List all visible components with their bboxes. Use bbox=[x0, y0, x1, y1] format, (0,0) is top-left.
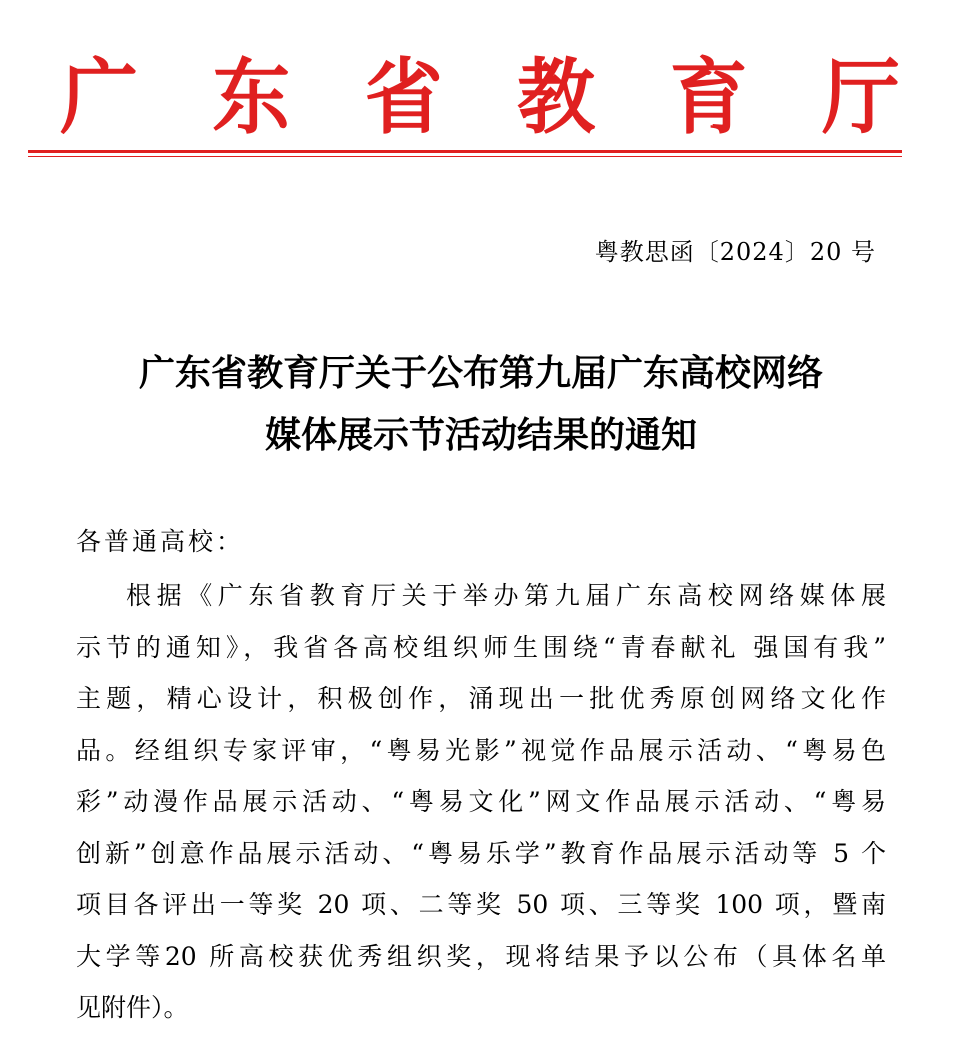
letterhead-char: 广 bbox=[60, 49, 139, 146]
letterhead-char: 厅 bbox=[821, 49, 900, 146]
title-line-2: 媒体展示节活动结果的通知 bbox=[264, 414, 697, 456]
body-line: 创新”创意作品展示活动、“粤易乐学”教育作品展示活动等 5 个 bbox=[76, 838, 886, 868]
body-line: 品。经组织专家评审，“粤易光影”视觉作品展示活动、“粤易色 bbox=[76, 735, 886, 765]
body-line: 见附件）。 bbox=[76, 993, 189, 1022]
title-line-1: 广东省教育厅关于公布第九届广东高校网络 bbox=[138, 352, 823, 394]
body-line: 示节的通知》，我省各高校组织师生围绕“青春献礼 强国有我” bbox=[76, 632, 886, 662]
letterhead-char: 省 bbox=[364, 49, 443, 146]
body-line: 项目各评出一等奖 20 项、二等奖 50 项、三等奖 100 项，暨南 bbox=[76, 890, 886, 919]
body-paragraph bbox=[76, 570, 886, 1034]
body-line: 主题，精心设计，积极创作，涌现出一批优秀原创网络文化作 bbox=[76, 684, 886, 713]
body-line: 彩”动漫作品展示活动、“粤易文化”网文作品展示活动、“粤易 bbox=[76, 787, 886, 816]
letterhead-divider-thin bbox=[28, 156, 902, 157]
letterhead-char: 东 bbox=[212, 49, 291, 146]
letterhead-char: 教 bbox=[517, 49, 596, 146]
salutation: 各普通高校： bbox=[76, 527, 245, 556]
document-title bbox=[0, 342, 962, 466]
letterhead-divider-thick bbox=[28, 150, 902, 153]
document-number: 粤教思函〔2024〕20 号 bbox=[594, 238, 876, 266]
body-line: 根据《广东省教育厅关于举办第九届广东高校网络媒体展 bbox=[126, 581, 886, 610]
letterhead bbox=[60, 48, 900, 148]
letterhead-char: 育 bbox=[669, 49, 748, 146]
body-line: 大学等20 所高校获优秀组织奖，现将结果予以公布（具体名单 bbox=[76, 941, 886, 971]
